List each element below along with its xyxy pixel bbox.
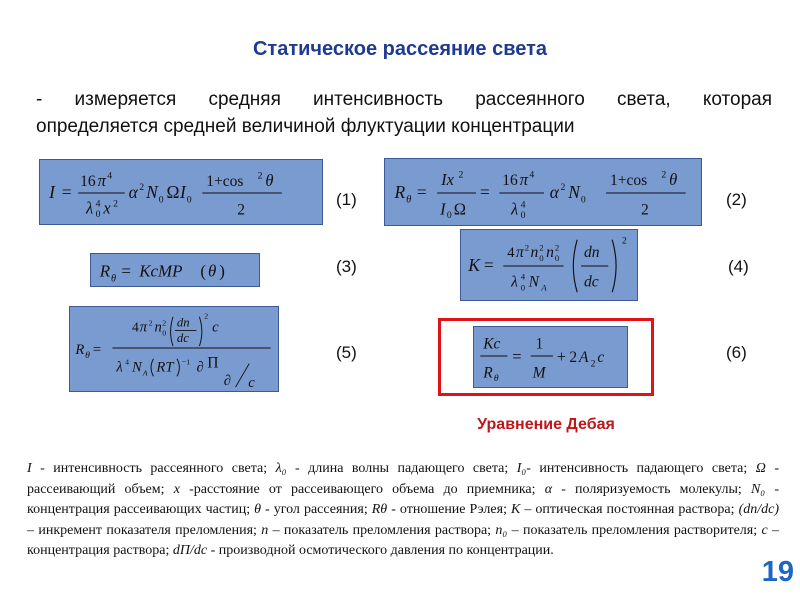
legend-symbol: Ω [755,461,766,476]
svg-text:c: c [212,319,219,336]
equation-number-6: (6) [726,343,747,362]
svg-text:0: 0 [446,210,452,222]
slide-title: Статическое рассеяние света [252,38,548,60]
svg-text:2: 2 [661,169,667,181]
legend-symbol: λ₀ [275,461,287,476]
legend-description: - концентрация рассеивающих частиц; [27,481,779,517]
formula-4-image [461,230,637,300]
legend-symbol: dП/dc [172,543,208,558]
svg-text:2: 2 [139,182,145,194]
formula-1-box [39,159,323,225]
legend-description: – концентрация раствора; [27,522,780,558]
svg-text:2: 2 [257,170,263,182]
equation-number-1: (1) [336,190,357,209]
svg-text:θ: θ [493,373,499,385]
svg-text:1: 1 [535,335,544,353]
svg-text:4: 4 [520,271,526,282]
svg-text:c: c [248,375,255,391]
svg-text:=: = [512,346,522,366]
svg-text:θ: θ [265,171,274,191]
svg-text:K: K [468,254,480,275]
svg-text:П: П [207,354,219,372]
formula-3-image [91,254,259,286]
formula-5-image [70,307,278,391]
svg-text:=: = [479,181,490,202]
formula-2-box [384,158,702,226]
svg-text:dc: dc [584,273,599,291]
svg-text:c: c [597,348,605,366]
svg-text:dn: dn [584,244,600,262]
intro-line-1: - измеряется средняя интенсивность рассеянного света, которая [36,89,772,110]
svg-text:I: I [180,181,186,202]
svg-text:0: 0 [520,210,526,222]
svg-text:2: 2 [458,169,464,181]
legend-description: – инкремент показателя преломления; [27,522,262,538]
svg-text:0: 0 [158,194,164,206]
svg-text:2: 2 [554,242,560,253]
formula-6-box [473,326,628,388]
legend-description: - отношение Рэлея; [387,502,511,517]
legend-symbol: α [544,481,553,497]
svg-text:2: 2 [237,201,245,219]
svg-text:A: A [579,348,589,366]
svg-text:Ix: Ix [441,170,454,190]
legend-symbol: I₀ [516,461,527,476]
svg-text:I: I [440,199,446,219]
formula-3-box [90,253,260,287]
svg-text:dc: dc [176,331,189,346]
svg-text:2: 2 [162,318,167,328]
svg-text:M: M [532,364,546,382]
svg-text:α: α [128,181,138,202]
legend-description: - интенсивность падающего света; [526,461,756,476]
svg-text:N: N [568,181,580,202]
svg-text:4: 4 [529,169,535,181]
formula-1-image [40,160,322,224]
svg-text:n: n [530,244,539,262]
svg-text:θ: θ [406,193,412,206]
svg-text:π: π [519,170,528,190]
svg-text:2: 2 [560,182,566,194]
svg-text:x: x [103,198,111,218]
svg-text:N: N [132,359,142,376]
svg-text:2: 2 [590,358,596,370]
legend-symbol: n [261,522,269,538]
svg-text:4: 4 [125,357,130,367]
svg-text:R: R [75,341,85,358]
svg-text:Ω: Ω [453,199,466,219]
legend-description: – оптическая постоянная раствора; [520,502,739,517]
svg-text:=: = [61,181,72,202]
svg-text:λ: λ [510,199,519,219]
svg-text:=: = [92,341,102,358]
svg-text:N: N [146,181,158,202]
svg-text:16: 16 [502,172,518,190]
svg-text:0: 0 [186,194,192,206]
svg-text:n: n [154,319,162,336]
legend-description: - поляризуемость молекулы; [552,481,751,497]
legend-description: - длина волны падающего света; [286,461,517,476]
formula-5-box [69,306,279,392]
svg-text:α: α [549,181,559,202]
equation-number-5: (5) [336,343,357,362]
svg-text:2: 2 [539,242,544,253]
svg-text:+: + [556,346,567,366]
legend-symbol: c [761,522,768,538]
svg-text:θ: θ [85,349,90,361]
svg-text:Kc: Kc [483,335,501,353]
svg-text:1+cos: 1+cos [206,173,244,191]
equation-number-3: (3) [336,257,357,276]
svg-text:R: R [394,181,406,202]
svg-text:π: π [97,171,106,191]
legend-symbol: N₀ [750,481,766,497]
svg-text:dn: dn [176,315,190,330]
svg-text:n: n [546,244,554,262]
svg-text:Ω: Ω [166,181,180,202]
svg-text:∂: ∂ [223,373,232,390]
legend-description: - рассеивающий объем; [27,461,779,497]
svg-text:=: = [416,181,427,202]
svg-text:KcMP: KcMP [139,261,183,281]
legend-symbol: Rθ [371,502,388,517]
svg-text:λ: λ [85,198,94,218]
intro-line-2: определяется средней величиной флуктуации концентрации [36,116,575,137]
svg-text:2: 2 [641,201,649,219]
svg-text:λ: λ [511,273,518,291]
svg-text:π: π [515,244,524,262]
svg-text:4: 4 [507,245,515,262]
legend-symbol: x [173,481,180,497]
equation-number-4: (4) [728,257,749,276]
svg-text:A: A [541,282,547,293]
legend-symbol: n₀ [495,522,508,538]
formula-4-box [460,229,638,301]
svg-text:=: = [121,261,131,281]
intro-text [36,86,772,140]
svg-text:I: I [49,181,55,202]
legend-symbol: (dn/dc) [738,502,779,517]
svg-text:): ) [219,261,225,281]
legend-description: – показатель преломления раствора; [268,522,496,538]
svg-text:2: 2 [621,235,627,247]
legend-description: - производной осмотического давления по концентрации. [207,543,554,558]
svg-text:1+cos: 1+cos [609,172,648,190]
svg-text:θ: θ [111,273,117,285]
legend-description: - угол рассеяния; [261,502,372,517]
svg-text:N: N [528,273,539,291]
symbols-legend [27,459,779,562]
svg-text:2: 2 [569,348,578,366]
svg-text:4: 4 [520,199,526,211]
svg-text:2: 2 [148,318,153,328]
svg-text:4: 4 [95,198,101,210]
svg-text:θ: θ [669,170,678,190]
svg-text:2: 2 [113,198,118,210]
svg-text:A: A [142,368,148,378]
legend-description: – показатель преломления растворителя; [507,522,762,538]
legend-description: - интенсивность рассеянного света; [31,461,276,476]
svg-text:2: 2 [204,311,209,321]
svg-text:θ: θ [207,261,217,281]
svg-text:0: 0 [554,253,560,264]
svg-text:−1: −1 [181,357,191,367]
svg-text:0: 0 [539,253,544,264]
svg-text:4: 4 [132,319,139,335]
svg-text:0: 0 [520,282,526,293]
svg-text:π: π [139,319,148,336]
legend-symbol: θ [254,502,262,517]
svg-text:0: 0 [162,328,167,338]
debye-caption: Уравнение Дебая [477,416,615,433]
svg-text:RT: RT [156,359,174,376]
svg-text:4: 4 [107,170,113,182]
svg-text:λ: λ [116,359,123,376]
equation-number-2: (2) [726,190,747,209]
formula-2-image [385,159,701,225]
svg-text:(: ( [200,261,207,281]
formula-6-image [474,327,627,387]
svg-text:=: = [483,254,494,275]
svg-text:0: 0 [95,209,101,221]
svg-text:16: 16 [80,173,96,191]
svg-text:0: 0 [580,194,586,206]
svg-text:R: R [99,261,111,281]
svg-text:2: 2 [524,242,530,253]
legend-symbol: K [510,502,521,517]
page-number: 19 [761,556,794,588]
legend-symbol: I [27,461,32,476]
svg-text:R: R [483,364,493,382]
legend-description: -расстояние от рассеивающего объема до приемника; [179,481,545,497]
svg-text:∂: ∂ [196,359,204,376]
